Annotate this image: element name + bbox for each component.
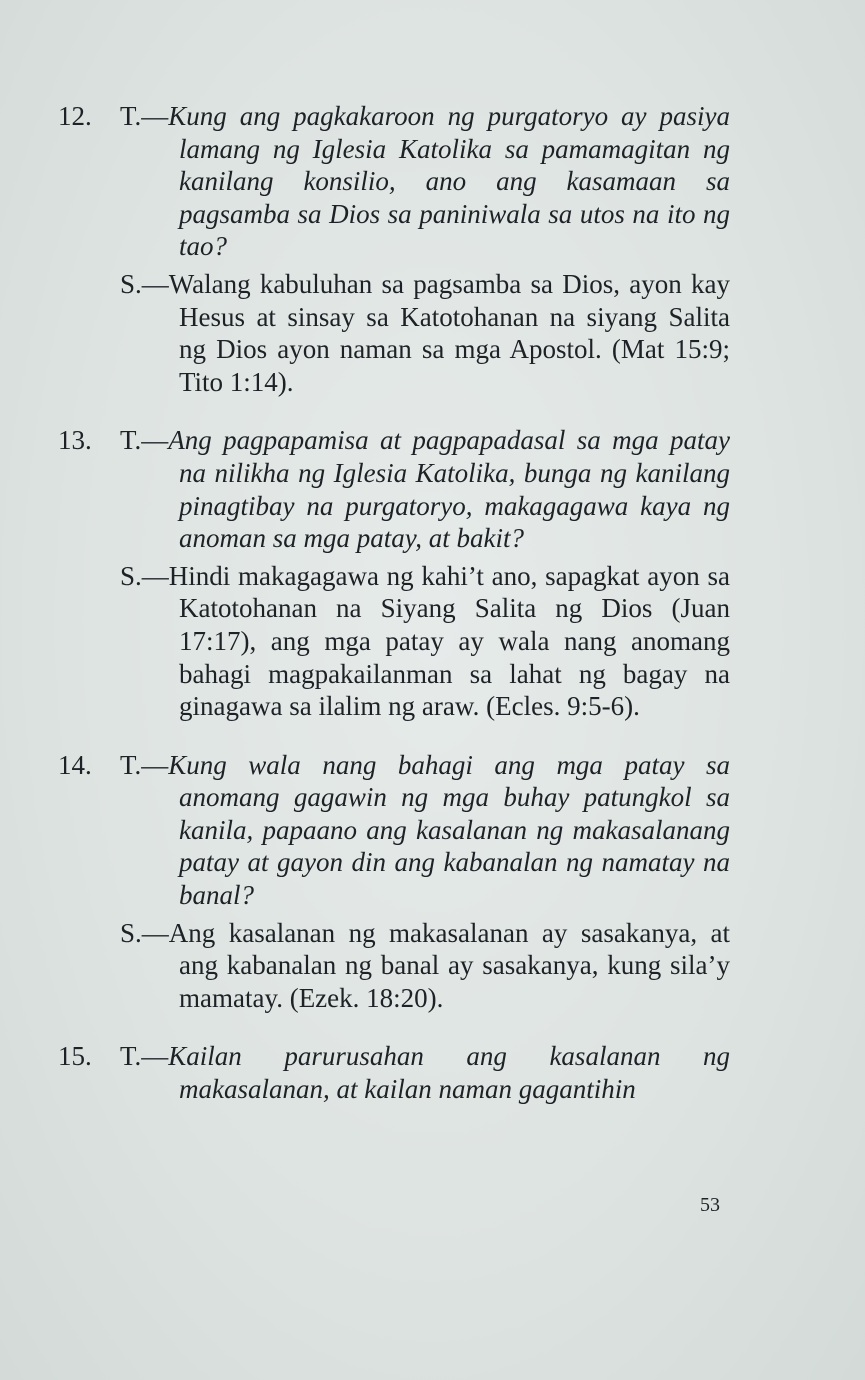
answer-text [120,560,730,723]
question-prefix: T.— [120,425,169,456]
question-prefix: T.— [120,101,169,131]
question-text [120,424,730,554]
page-number: 53 [700,1194,720,1216]
qa-entry-12 [58,100,730,398]
entry-number: 13. [58,425,92,456]
answer-text [120,268,730,398]
question-body: Ang pagpapamisa at pagpapadasal sa mga patay na nilikha ng Iglesia Katolika, bunga ng kanilang pinagtibay na purgatoryo, makagagawa kaya ng anoman sa mga patay, at bakit? [168,425,730,554]
question-prefix: T.— [120,749,169,780]
question-text [120,100,730,263]
answer-prefix: S.— [120,917,169,948]
question-text [120,1040,730,1105]
answer-prefix: S.— [120,560,169,591]
qa-entry-15 [58,1040,730,1105]
answer-prefix: S.— [120,268,169,299]
answer-body: Hindi makagagawa ng kahi’t ano, sapagkat ayon sa Katotohanan na Siyang Salita ng Dios (Juan 17:17), ang mga patay ay wala nang anomang bahagi magpakailanman sa lahat ng bagay na ginagawa sa ilalim ng araw. (Ecles. 9:5-6). [168,560,730,722]
answer-body: Walang kabuluhan sa pagsamba sa Dios, ayon kay Hesus at sinsay sa Katotohanan na siyang Salita ng Dios ayon naman sa mga Apostol. (Mat 15:9; Tito 1:14). [168,268,730,397]
qa-entry-13 [58,424,730,722]
answer-text [120,917,730,1015]
entry-number: 15. [58,1041,92,1072]
question-body: Kailan parurusahan ang kasalanan ng makasalanan, at kailan naman gagantihin [168,1041,730,1105]
question-body: Kung wala nang bahagi ang mga patay sa anomang gagawin ng mga buhay patungkol sa kanila, papaano ang kasalanan ng makasalanang patay at gayon din ang kabanalan ng namatay na banal? [168,749,730,911]
answer-body: Ang kasalanan ng makasalanan ay sasakanya, at ang kabanalan ng banal ay sasakanya, kung sila’y mamatay. (Ezek. 18:20). [168,917,730,1013]
entry-number: 14. [58,749,92,780]
qa-entry-14 [58,749,730,1015]
entry-number: 12. [58,101,92,131]
question-prefix: T.— [120,1041,169,1072]
question-text [120,749,730,912]
question-body: Kung ang pagkakaroon ng purgatoryo ay pasiya lamang ng Iglesia Katolika sa pamamagitan ng kanilang konsilio, ano ang kasamaan sa pagsamba sa Dios sa paniniwala sa utos na ito ng tao? [168,101,730,262]
qa-list [58,100,730,1106]
